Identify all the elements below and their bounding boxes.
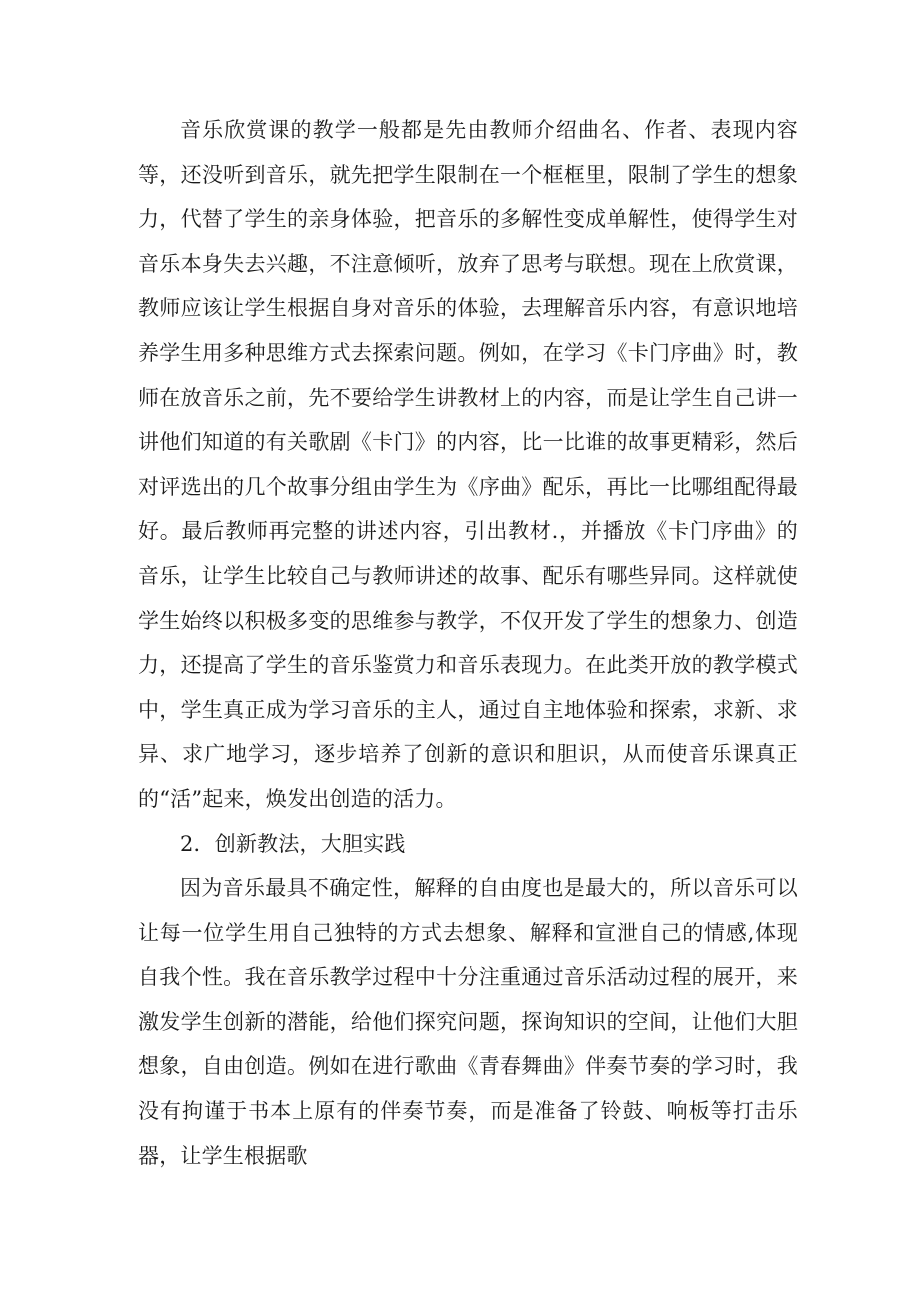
section-heading-innovative-teaching: 2．创新教法，大胆实践 [180,831,406,856]
paragraph-music-appreciation: 音乐欣赏课的教学一般都是先由教师介绍曲名、作者、表现内容等，还没听到音乐，就先把学生限制在一个框框里，限制了学生的想象力，代替了学生的亲身体验，把音乐的多解性变成单解性，使得学生对音乐本身失去兴趣，不注意倾听，放弃了思考与联想。现在上欣赏课，教师应该让学生根据自身对音乐的体验，去理解音乐内容，有意识地培养学生用多种思维方式去探索问题。例如，在学习《卡门序曲》时，教师在放音乐之前，先不要给学生讲教材上的内容，而是让学生自己讲一讲他们知道的有关歌剧《卡门》的内容，比一比谁的故事更精彩，然后对评选出的几个故事分组由学生为《序曲》配乐，再比一比哪组配得最好。最后教师再完整的讲述内容，引出教材.，并播放《卡门序曲》的音乐，让学生比较自己与教师讲述的故事、配乐有哪些异同。这样就使学生始终以积极多变的思维参与教学，不仅开发了学生的想象力、创造力，还提高了学生的音乐鉴赏力和音乐表现力。在此类开放的教学模式中，学生真正成为学习音乐的主人，通过自主地体验和探索，求新、求异、求广地学习，逐步培养了创新的意识和胆识，从而使音乐课真正的“活”起来，焕发出创造的活力。 [138,118,798,811]
paragraph-uncertainty-of-music: 因为音乐最具不确定性，解释的自由度也是最大的，所以音乐可以让每一位学生用自己独特的方式去想象、解释和宣泄自己的情感,体现自我个性。我在音乐教学过程中十分注重通过音乐活动过程的展开，来激发学生创新的潜能，给他们探究问题，探询知识的空间，让他们大胆想象，自由创造。例如在进行歌曲《青春舞曲》伴奏节奏的学习时，我没有拘谨于书本上原有的伴奏节奏，而是准备了铃鼓、响板等打击乐器，让学生根据歌 [138,876,798,1168]
document-body [138,108,798,1178]
